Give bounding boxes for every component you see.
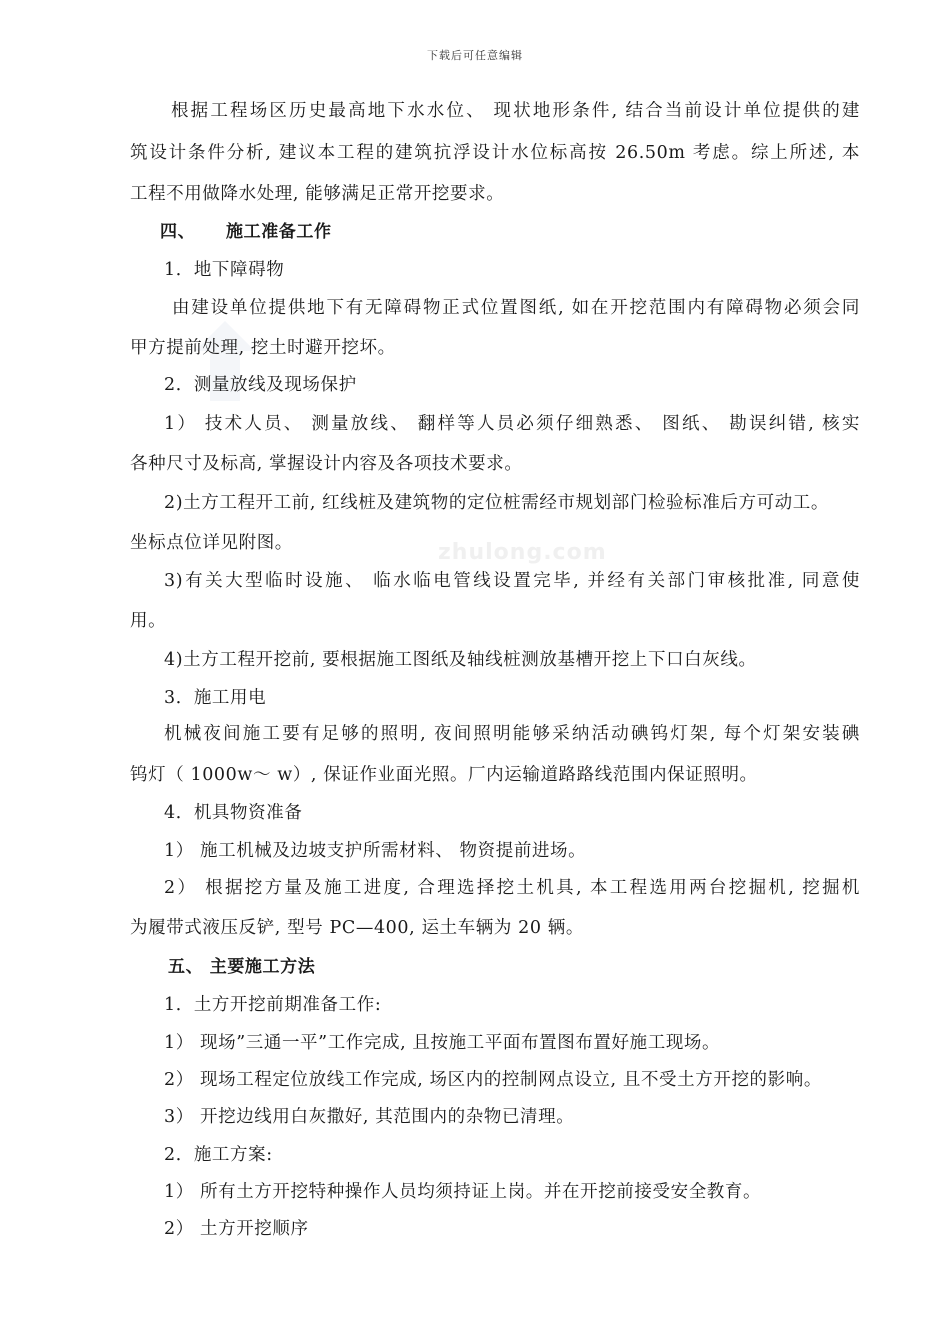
subsection-heading: 1．土方开挖前期准备工作: [164,995,382,1015]
subsection-heading: 4．机具物资准备 [164,803,303,823]
paragraph-line: 3)有关大型临时设施、 临水临电管线设置完毕, 并经有关部门审核批准, 同意使 [164,571,860,591]
paragraph-line: 机械夜间施工要有足够的照明, 夜间照明能够采纳活动碘钨灯架, 每个灯架安装碘 [164,724,860,744]
section-heading-title: 施工准备工作 [226,222,332,242]
paragraph-line: 3） 开挖边线用白灰撒好, 其范围内的杂物已清理。 [164,1107,575,1127]
paragraph-line: 2） 土方开挖顺序 [164,1219,309,1239]
section-heading-number: 四、 [160,222,196,242]
subsection-heading: 3．施工用电 [164,688,267,708]
paragraph-line: 2） 根据挖方量及施工进度, 合理选择挖土机具, 本工程选用两台挖掘机, 挖掘机 [164,878,860,898]
subsection-heading: 1．地下障碍物 [164,260,285,280]
paragraph-line: 1） 现场”三通一平”工作完成, 且按施工平面布置图布置好施工现场。 [164,1033,721,1053]
paragraph-line: 为履带式液压反铲, 型号 PC—400, 运土车辆为 20 辆。 [130,918,584,938]
paragraph-line: 工程不用做降水处理, 能够满足正常开挖要求。 [130,184,505,204]
watermark-text: zhulong.com [438,540,607,565]
paragraph-line: 2） 现场工程定位放线工作完成, 场区内的控制网点设立, 且不受土方开挖的影响。 [164,1070,822,1090]
paragraph-line: 1） 施工机械及边坡支护所需材料、 物资提前进场。 [164,841,587,861]
subsection-heading: 2．测量放线及现场保护 [164,375,357,395]
paragraph-line: 1） 技术人员、 测量放线、 翻样等人员必须仔细熟悉、 图纸、 勘误纠错, 核实 [164,414,860,434]
section-heading: 五、 主要施工方法 [168,957,316,977]
paragraph-line: 由建设单位提供地下有无障碍物正式位置图纸, 如在开挖范围内有障碍物必须会同 [172,298,860,318]
paragraph-line: 钨灯（ 1000w～ w）, 保证作业面光照。厂内运输道路路线范围内保证照明。 [130,765,758,785]
paragraph-line: 2)土方工程开工前, 红线桩及建筑物的定位桩需经市规划部门检验标准后方可动工。 [164,493,829,513]
paragraph-line: 坐标点位详见附图。 [130,533,293,553]
paragraph-line: 用。 [130,611,167,631]
page-header: 下载后可任意编辑 [427,49,523,62]
paragraph-line: 4)土方工程开挖前, 要根据施工图纸及轴线桩测放基槽开挖上下口白灰线。 [164,650,757,670]
subsection-heading: 2．施工方案: [164,1145,273,1165]
paragraph-line: 筑设计条件分析, 建议本工程的建筑抗浮设计水位标高按 26.50m 考虑。综上所述, 本 [130,143,860,163]
paragraph-line: 甲方提前处理, 挖土时避开挖坏。 [130,338,396,358]
paragraph-line: 根据工程场区历史最高地下水水位、 现状地形条件, 结合当前设计单位提供的建 [171,101,860,121]
paragraph-line: 各种尺寸及标高, 掌握设计内容及各项技术要求。 [130,454,523,474]
paragraph-line: 1） 所有土方开挖特种操作人员均须持证上岗。并在开挖前接受安全教育。 [164,1182,762,1202]
